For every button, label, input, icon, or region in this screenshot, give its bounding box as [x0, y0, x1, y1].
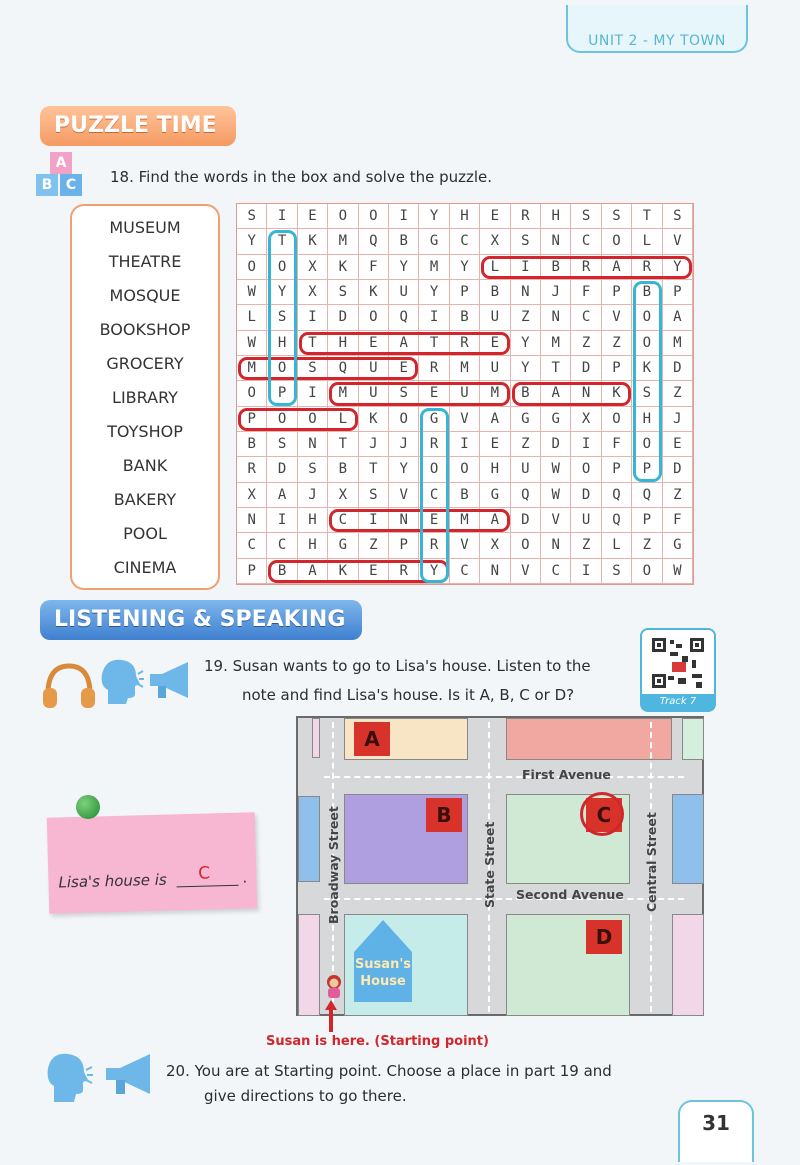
grid-cell[interactable]: X — [298, 255, 328, 280]
grid-cell[interactable]: M — [450, 508, 480, 533]
grid-cell[interactable]: N — [480, 559, 510, 584]
grid-cell[interactable]: L — [602, 533, 632, 558]
grid-cell[interactable]: G — [541, 407, 571, 432]
word-item: BAKERY — [113, 490, 177, 509]
grid-cell[interactable]: A — [267, 483, 297, 508]
grid-cell[interactable]: C — [328, 508, 358, 533]
grid-cell[interactable]: P — [450, 280, 480, 305]
grid-cell[interactable]: I — [389, 204, 419, 229]
grid-cell[interactable]: M — [663, 331, 693, 356]
grid-cell[interactable]: H — [298, 508, 328, 533]
grid-cell[interactable]: Z — [571, 331, 601, 356]
grid-cell[interactable]: M — [419, 255, 449, 280]
grid-cell[interactable]: K — [328, 559, 358, 584]
puzzle-time-title: PUZZLE TIME — [40, 106, 236, 146]
word-box — [70, 204, 220, 590]
grid-cell[interactable]: N — [511, 280, 541, 305]
grid-cell[interactable]: T — [632, 204, 662, 229]
grid-cell[interactable]: O — [632, 432, 662, 457]
answer-line — [177, 885, 239, 888]
grid-cell[interactable]: O — [237, 381, 267, 406]
found-word-highlight-red — [238, 357, 418, 380]
grid-cell[interactable]: U — [389, 280, 419, 305]
grid-cell[interactable]: E — [419, 508, 449, 533]
susans-house-line1: Susan's — [354, 957, 412, 972]
grid-cell[interactable]: S — [359, 483, 389, 508]
grid-cell[interactable]: I — [267, 508, 297, 533]
grid-cell[interactable]: R — [511, 204, 541, 229]
grid-cell[interactable]: W — [541, 483, 571, 508]
grid-cell[interactable]: B — [541, 255, 571, 280]
grid-cell[interactable]: P — [389, 533, 419, 558]
found-word-highlight-red — [329, 509, 509, 532]
grid-cell[interactable]: O — [267, 356, 297, 381]
question-19-line2: note and find Lisa's house. Is it A, B, C or D? — [242, 686, 575, 704]
grid-cell[interactable]: K — [298, 229, 328, 254]
grid-cell[interactable]: W — [541, 457, 571, 482]
grid-cell[interactable]: D — [328, 305, 358, 330]
grid-cell[interactable]: H — [541, 204, 571, 229]
grid-cell[interactable]: M — [480, 381, 510, 406]
grid-cell[interactable]: H — [632, 407, 662, 432]
grid-cell[interactable]: Z — [663, 381, 693, 406]
grid-cell[interactable]: E — [480, 204, 510, 229]
found-word-highlight-red — [512, 382, 632, 405]
megaphone-icon-2 — [102, 1052, 158, 1096]
grid-cell[interactable]: Y — [389, 255, 419, 280]
grid-cell[interactable]: P — [267, 381, 297, 406]
grid-cell[interactable]: X — [298, 280, 328, 305]
grid-cell[interactable]: T — [267, 229, 297, 254]
grid-cell[interactable]: C — [571, 305, 601, 330]
grid-cell[interactable]: B — [632, 280, 662, 305]
grid-cell[interactable]: K — [602, 381, 632, 406]
grid-cell[interactable]: T — [419, 331, 449, 356]
grid-cell[interactable]: N — [541, 305, 571, 330]
abc-blocks-icon: A B C — [36, 152, 102, 198]
grid-cell[interactable]: D — [541, 432, 571, 457]
grid-cell[interactable]: A — [663, 305, 693, 330]
grid-cell[interactable]: M — [541, 331, 571, 356]
found-word-highlight-red — [299, 332, 510, 355]
grid-cell[interactable]: M — [450, 356, 480, 381]
grid-cell[interactable]: O — [359, 204, 389, 229]
grid-cell[interactable]: U — [450, 381, 480, 406]
grid-cell[interactable]: J — [359, 432, 389, 457]
grid-cell[interactable]: Y — [663, 255, 693, 280]
grid-cell[interactable]: F — [602, 432, 632, 457]
susan-character-icon — [324, 974, 344, 1000]
grid-cell[interactable]: C — [450, 229, 480, 254]
found-word-highlight-blue — [420, 408, 448, 583]
first-avenue-label: First Avenue — [522, 767, 611, 782]
grid-cell[interactable]: Z — [359, 533, 389, 558]
grid-cell[interactable]: A — [602, 255, 632, 280]
grid-cell[interactable]: Q — [511, 483, 541, 508]
grid-cell[interactable]: P — [237, 407, 267, 432]
word-item: POOL — [123, 524, 167, 543]
grid-cell[interactable]: P — [237, 559, 267, 584]
grid-cell[interactable]: O — [267, 255, 297, 280]
grid-cell[interactable]: I — [419, 305, 449, 330]
grid-cell[interactable]: L — [237, 305, 267, 330]
grid-cell[interactable]: D — [571, 356, 601, 381]
grid-cell[interactable]: N — [541, 229, 571, 254]
grid-cell[interactable]: R — [419, 356, 449, 381]
answer-sticky-note: Lisa's house is C . — [47, 812, 257, 913]
grid-cell[interactable]: P — [602, 356, 632, 381]
grid-cell[interactable]: R — [419, 432, 449, 457]
grid-cell[interactable]: R — [389, 559, 419, 584]
starting-point-caption: Susan is here. (Starting point) — [266, 1034, 489, 1049]
grid-cell[interactable]: I — [571, 432, 601, 457]
grid-cell[interactable]: Y — [419, 204, 449, 229]
word-item: MUSEUM — [109, 218, 181, 237]
grid-cell[interactable]: X — [328, 483, 358, 508]
green-pin-icon — [76, 795, 100, 819]
grid-cell[interactable]: S — [511, 229, 541, 254]
grid-cell[interactable]: V — [602, 305, 632, 330]
grid-cell[interactable]: I — [450, 432, 480, 457]
map-label-a: A — [354, 722, 390, 756]
grid-cell[interactable]: C — [267, 533, 297, 558]
grid-cell[interactable]: O — [632, 305, 662, 330]
grid-cell[interactable]: O — [450, 457, 480, 482]
qr-code-track-7[interactable] — [640, 628, 716, 712]
found-word-highlight-blue — [268, 230, 296, 405]
grid-cell[interactable]: I — [571, 559, 601, 584]
grid-cell[interactable]: H — [328, 331, 358, 356]
grid-cell[interactable]: Y — [237, 229, 267, 254]
grid-cell[interactable]: J — [541, 280, 571, 305]
grid-cell[interactable]: G — [419, 229, 449, 254]
grid-cell[interactable]: D — [571, 483, 601, 508]
question-19-line1: 19. Susan wants to go to Lisa's house. Listen to the — [204, 657, 591, 675]
grid-cell[interactable]: C — [237, 533, 267, 558]
grid-cell[interactable]: U — [480, 305, 510, 330]
speaking-head-icon-2 — [44, 1050, 94, 1104]
grid-cell[interactable]: Z — [602, 331, 632, 356]
grid-cell[interactable]: Y — [389, 457, 419, 482]
question-20-line2: give directions to go there. — [204, 1087, 407, 1105]
grid-cell[interactable]: C — [450, 559, 480, 584]
grid-cell[interactable]: O — [359, 305, 389, 330]
grid-cell[interactable]: P — [602, 280, 632, 305]
grid-cell[interactable]: Z — [663, 483, 693, 508]
grid-cell[interactable]: J — [389, 432, 419, 457]
grid-cell[interactable]: B — [450, 483, 480, 508]
word-item: CINEMA — [113, 558, 177, 577]
megaphone-icon — [146, 660, 196, 700]
grid-cell[interactable]: O — [602, 229, 632, 254]
grid-cell[interactable]: S — [663, 204, 693, 229]
grid-cell[interactable]: E — [419, 381, 449, 406]
note-text: Lisa's house is — [58, 870, 167, 892]
grid-cell[interactable]: Y — [419, 280, 449, 305]
grid-cell[interactable]: Y — [511, 331, 541, 356]
grid-cell[interactable]: Q — [328, 356, 358, 381]
grid-cell[interactable]: F — [571, 280, 601, 305]
grid-cell[interactable]: S — [267, 305, 297, 330]
grid-cell[interactable]: R — [450, 331, 480, 356]
grid-cell[interactable]: H — [267, 331, 297, 356]
grid-cell[interactable]: W — [237, 331, 267, 356]
grid-cell[interactable]: O — [602, 407, 632, 432]
grid-cell[interactable]: A — [480, 508, 510, 533]
grid-cell[interactable]: R — [571, 255, 601, 280]
grid-cell[interactable]: V — [389, 483, 419, 508]
grid-cell[interactable]: O — [298, 407, 328, 432]
answer-circle — [580, 792, 624, 836]
grid-cell[interactable]: H — [480, 457, 510, 482]
grid-cell[interactable]: K — [328, 255, 358, 280]
grid-cell[interactable]: A — [298, 559, 328, 584]
grid-cell[interactable]: G — [328, 533, 358, 558]
grid-cell[interactable]: D — [267, 457, 297, 482]
grid-cell[interactable]: P — [632, 508, 662, 533]
grid-cell[interactable]: N — [389, 508, 419, 533]
grid-cell[interactable]: O — [237, 255, 267, 280]
central-street-label: Central Street — [644, 812, 659, 912]
grid-cell[interactable]: E — [389, 356, 419, 381]
grid-cell[interactable]: P — [632, 457, 662, 482]
grid-cell[interactable]: I — [359, 508, 389, 533]
grid-cell[interactable]: A — [541, 381, 571, 406]
grid-cell[interactable]: X — [237, 483, 267, 508]
grid-cell[interactable]: S — [602, 204, 632, 229]
grid-cell[interactable]: F — [663, 508, 693, 533]
word-item: BOOKSHOP — [99, 320, 191, 339]
grid-cell[interactable]: V — [450, 533, 480, 558]
grid-cell[interactable]: S — [237, 204, 267, 229]
grid-cell[interactable]: E — [359, 559, 389, 584]
unit-header-tab — [566, 5, 748, 53]
grid-cell[interactable]: V — [511, 559, 541, 584]
grid-cell[interactable]: C — [419, 483, 449, 508]
word-item: THEATRE — [108, 252, 182, 271]
grid-cell[interactable]: E — [480, 331, 510, 356]
grid-cell[interactable]: B — [511, 381, 541, 406]
grid-cell[interactable]: R — [419, 533, 449, 558]
grid-cell[interactable]: Y — [267, 280, 297, 305]
grid-cell[interactable]: I — [298, 305, 328, 330]
grid-cell[interactable]: E — [663, 432, 693, 457]
grid-cell[interactable]: U — [480, 356, 510, 381]
qr-code-icon — [642, 630, 714, 692]
grid-cell[interactable]: S — [298, 457, 328, 482]
map-label-b: B — [426, 798, 462, 832]
word-item: BANK — [122, 456, 168, 475]
grid-cell[interactable]: S — [602, 559, 632, 584]
grid-cell[interactable]: B — [450, 305, 480, 330]
susans-house-icon — [350, 918, 416, 1002]
grid-cell[interactable]: O — [632, 559, 662, 584]
word-search-grid — [236, 203, 694, 585]
grid-cell[interactable]: I — [298, 381, 328, 406]
grid-cell[interactable]: J — [663, 407, 693, 432]
grid-cell[interactable]: S — [389, 381, 419, 406]
grid-cell[interactable]: U — [359, 356, 389, 381]
susans-house-line2: House — [360, 974, 406, 989]
grid-cell[interactable]: T — [359, 457, 389, 482]
grid-cell[interactable]: G — [511, 407, 541, 432]
grid-cell[interactable]: Z — [632, 533, 662, 558]
grid-cell[interactable]: R — [237, 457, 267, 482]
grid-cell[interactable]: N — [571, 381, 601, 406]
state-street-label: State Street — [482, 821, 497, 908]
grid-cell[interactable]: L — [480, 255, 510, 280]
grid-cell[interactable]: V — [450, 407, 480, 432]
map-label-c: C — [586, 798, 622, 832]
grid-cell[interactable]: N — [298, 432, 328, 457]
grid-cell[interactable]: Y — [419, 559, 449, 584]
grid-cell[interactable]: V — [541, 508, 571, 533]
grid-cell[interactable]: Z — [511, 432, 541, 457]
broadway-street-label: Broadway Street — [326, 806, 341, 924]
grid-cell[interactable]: S — [632, 381, 662, 406]
grid-cell[interactable]: S — [571, 204, 601, 229]
start-arrow-icon — [325, 1000, 337, 1032]
note-answer[interactable]: C — [198, 863, 211, 884]
grid-cell[interactable]: G — [663, 533, 693, 558]
grid-cell[interactable]: B — [328, 457, 358, 482]
grid-cell[interactable]: O — [571, 457, 601, 482]
grid-cell[interactable]: Y — [511, 356, 541, 381]
grid-cell[interactable]: O — [419, 457, 449, 482]
word-item: GROCERY — [106, 354, 184, 373]
grid-cell[interactable]: O — [632, 331, 662, 356]
grid-cell[interactable]: U — [511, 457, 541, 482]
grid-cell[interactable]: U — [359, 381, 389, 406]
grid-cell[interactable]: O — [328, 204, 358, 229]
grid-cell[interactable]: M — [328, 381, 358, 406]
grid-cell[interactable]: X — [480, 533, 510, 558]
grid-cell[interactable]: G — [419, 407, 449, 432]
grid-cell[interactable]: O — [389, 407, 419, 432]
grid-cell[interactable]: S — [328, 280, 358, 305]
grid-cell[interactable]: P — [602, 457, 632, 482]
grid-cell[interactable]: T — [541, 356, 571, 381]
word-item: TOYSHOP — [107, 422, 183, 441]
grid-cell[interactable]: U — [571, 508, 601, 533]
grid-cell[interactable]: L — [632, 229, 662, 254]
grid-cell[interactable]: M — [328, 229, 358, 254]
grid-cell[interactable]: F — [359, 255, 389, 280]
grid-cell[interactable]: M — [237, 356, 267, 381]
grid-cell[interactable]: Q — [359, 229, 389, 254]
grid-cell[interactable]: I — [511, 255, 541, 280]
grid-cell[interactable]: H — [298, 533, 328, 558]
grid-cell[interactable]: S — [298, 356, 328, 381]
speaking-head-icon — [98, 656, 144, 706]
grid-cell[interactable]: T — [298, 331, 328, 356]
grid-cell[interactable]: Q — [602, 483, 632, 508]
grid-cell[interactable]: Q — [602, 508, 632, 533]
grid-cell[interactable]: Z — [511, 305, 541, 330]
grid-cell[interactable]: N — [237, 508, 267, 533]
word-item: LIBRARY — [112, 388, 178, 407]
grid-cell[interactable]: P — [663, 280, 693, 305]
grid-cell[interactable]: J — [298, 483, 328, 508]
found-word-highlight-red — [238, 408, 358, 431]
grid-cell[interactable]: D — [511, 508, 541, 533]
grid-cell[interactable]: W — [237, 280, 267, 305]
grid-cell[interactable]: A — [480, 407, 510, 432]
grid-cell[interactable]: K — [632, 356, 662, 381]
found-word-highlight-red — [481, 256, 692, 279]
grid-cell[interactable]: R — [632, 255, 662, 280]
page-number: 31 — [678, 1100, 754, 1162]
grid-cell[interactable]: O — [511, 533, 541, 558]
grid-cell[interactable]: V — [663, 229, 693, 254]
grid-cell[interactable]: K — [359, 280, 389, 305]
listening-speaking-title: LISTENING & SPEAKING — [40, 600, 362, 640]
found-word-highlight-blue — [633, 281, 661, 482]
grid-cell[interactable]: B — [267, 559, 297, 584]
grid-cell[interactable]: O — [267, 407, 297, 432]
grid-cell[interactable]: D — [663, 356, 693, 381]
grid-cell[interactable]: E — [359, 331, 389, 356]
grid-cell[interactable]: Z — [571, 533, 601, 558]
grid-cell[interactable]: Y — [450, 255, 480, 280]
grid-cell[interactable]: W — [663, 559, 693, 584]
map-label-d: D — [586, 920, 622, 954]
grid-cell[interactable]: Q — [389, 305, 419, 330]
grid-cell[interactable]: C — [541, 559, 571, 584]
grid-cell[interactable]: B — [237, 432, 267, 457]
grid-cell[interactable]: G — [480, 483, 510, 508]
grid-cell[interactable]: H — [450, 204, 480, 229]
grid-cell[interactable]: A — [389, 331, 419, 356]
grid-cell[interactable]: L — [328, 407, 358, 432]
grid-cell[interactable]: T — [328, 432, 358, 457]
grid-cell[interactable]: X — [571, 407, 601, 432]
word-item: MOSQUE — [109, 286, 181, 305]
grid-cell[interactable]: X — [480, 229, 510, 254]
grid-cell[interactable]: Q — [632, 483, 662, 508]
grid-cell[interactable]: D — [663, 457, 693, 482]
grid-cell[interactable]: N — [541, 533, 571, 558]
found-word-highlight-red — [329, 382, 509, 405]
second-avenue-label: Second Avenue — [516, 887, 624, 902]
grid-cell[interactable]: S — [267, 432, 297, 457]
town-map — [296, 716, 704, 1016]
track-label: Track 7 — [642, 694, 714, 710]
grid-cell[interactable]: I — [267, 204, 297, 229]
grid-cell[interactable]: B — [480, 280, 510, 305]
grid-cell[interactable]: K — [359, 407, 389, 432]
question-18: 18. Find the words in the box and solve the puzzle. — [110, 168, 493, 186]
grid-cell[interactable]: B — [389, 229, 419, 254]
headphones-icon — [40, 660, 98, 708]
grid-cell[interactable]: E — [298, 204, 328, 229]
grid-cell[interactable]: C — [571, 229, 601, 254]
question-20-line1: 20. You are at Starting point. Choose a place in part 19 and — [166, 1062, 612, 1080]
unit-title: UNIT 2 - MY TOWN — [588, 33, 726, 49]
grid-cell[interactable]: E — [480, 432, 510, 457]
